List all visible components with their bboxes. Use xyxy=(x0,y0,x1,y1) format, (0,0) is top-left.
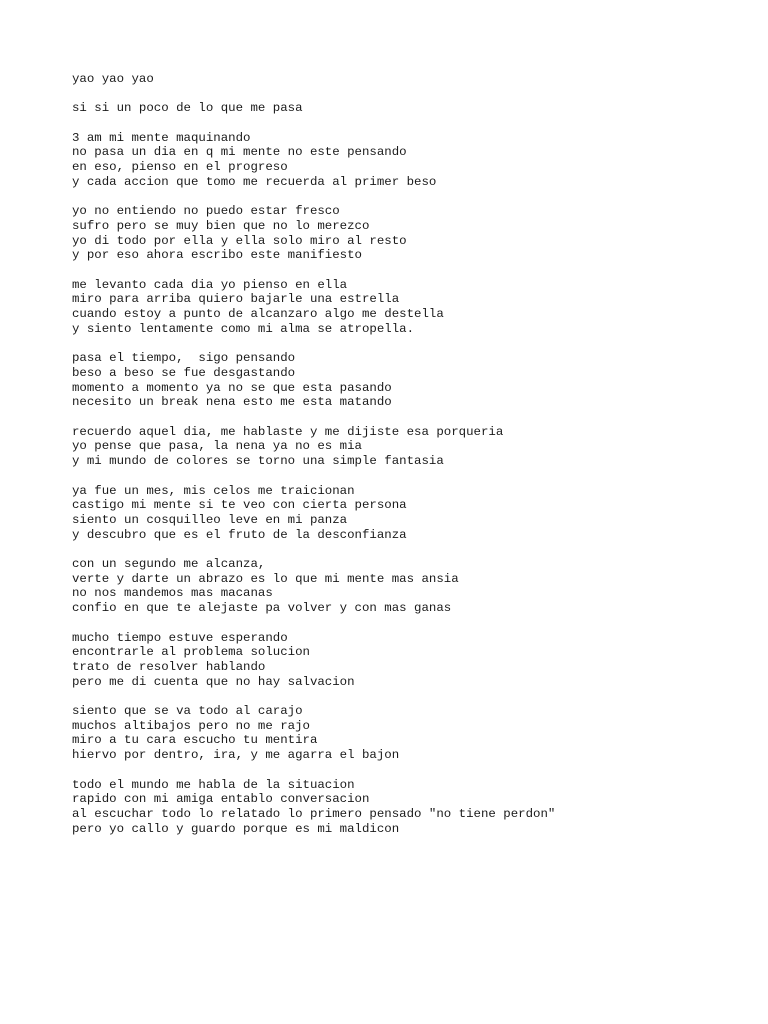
text-line: cuando estoy a punto de alcanzaro algo me destella xyxy=(72,307,444,322)
stanza-10 xyxy=(72,631,752,690)
text-line: necesito un break nena esto me esta matando xyxy=(72,395,392,410)
text-line: castigo mi mente si te veo con cierta persona xyxy=(72,498,407,513)
text-line: pero me di cuenta que no hay salvacion xyxy=(72,674,355,689)
text-line: no nos mandemos mas macanas xyxy=(72,586,273,601)
text-line: me levanto cada dia yo pienso en ella xyxy=(72,277,348,292)
text-line: y por eso ahora escribo este manifiesto xyxy=(72,248,362,263)
text-line: trato de resolver hablando xyxy=(72,659,266,674)
stanza-2 xyxy=(72,101,752,116)
stanza-5 xyxy=(72,278,752,337)
stanza-7 xyxy=(72,425,752,469)
document-page xyxy=(72,72,752,851)
text-line: siento un cosquilleo leve en mi panza xyxy=(72,512,348,527)
stanza-11 xyxy=(72,704,752,763)
stanza-1 xyxy=(72,72,752,87)
stanza-6 xyxy=(72,351,752,410)
stanza-12 xyxy=(72,778,752,837)
text-line: pero yo callo y guardo porque es mi maldicon xyxy=(72,821,400,836)
text-line: muchos altibajos pero no me rajo xyxy=(72,718,310,733)
text-line: y descubro que es el fruto de la desconfianza xyxy=(72,527,407,542)
text-line: y cada accion que tomo me recuerda al primer beso xyxy=(72,174,437,189)
text-line: beso a beso se fue desgastando xyxy=(72,365,296,380)
text-line: al escuchar todo lo relatado lo primero pensado "no tiene perdon" xyxy=(72,806,556,821)
stanza-3 xyxy=(72,131,752,190)
text-line: verte y darte un abrazo es lo que mi mente mas ansia xyxy=(72,571,459,586)
text-line: yao yao yao xyxy=(72,72,154,86)
text-line: sufro pero se muy bien que no lo merezco xyxy=(72,218,370,233)
text-line: momento a momento ya no se que esta pasando xyxy=(72,380,392,395)
text-line: con un segundo me alcanza, xyxy=(72,557,266,572)
text-line: yo no entiendo no puedo estar fresco xyxy=(72,204,340,219)
text-line: todo el mundo me habla de la situacion xyxy=(72,777,355,792)
text-line: no pasa un dia en q mi mente no este pensando xyxy=(72,145,407,160)
text-line: hiervo por dentro, ira, y me agarra el bajon xyxy=(72,748,400,763)
text-line: yo pense que pasa, la nena ya no es mia xyxy=(72,439,362,454)
text-line: confio en que te alejaste pa volver y con mas ganas xyxy=(72,601,452,616)
text-line: ya fue un mes, mis celos me traicionan xyxy=(72,483,355,498)
text-line: yo di todo por ella y ella solo miro al resto xyxy=(72,233,407,248)
text-line: encontrarle al problema solucion xyxy=(72,645,310,660)
stanza-8 xyxy=(72,484,752,543)
text-line: y mi mundo de colores se torno una simple fantasia xyxy=(72,454,444,469)
text-line: miro a tu cara escucho tu mentira xyxy=(72,733,318,748)
text-line: y siento lentamente como mi alma se atropella. xyxy=(72,321,415,336)
stanza-9 xyxy=(72,557,752,616)
text-line: pasa el tiempo, sigo pensando xyxy=(72,351,296,366)
stanza-4 xyxy=(72,204,752,263)
text-line: miro para arriba quiero bajarle una estrella xyxy=(72,292,400,307)
text-line: 3 am mi mente maquinando xyxy=(72,130,251,145)
text-line: rapido con mi amiga entablo conversacion xyxy=(72,792,370,807)
text-line: mucho tiempo estuve esperando xyxy=(72,630,288,645)
text-line: en eso, pienso en el progreso xyxy=(72,160,288,175)
text-line: recuerdo aquel dia, me hablaste y me dijiste esa porqueria xyxy=(72,424,504,439)
text-line: siento que se va todo al carajo xyxy=(72,704,303,719)
text-line: si si un poco de lo que me pasa xyxy=(72,101,303,116)
